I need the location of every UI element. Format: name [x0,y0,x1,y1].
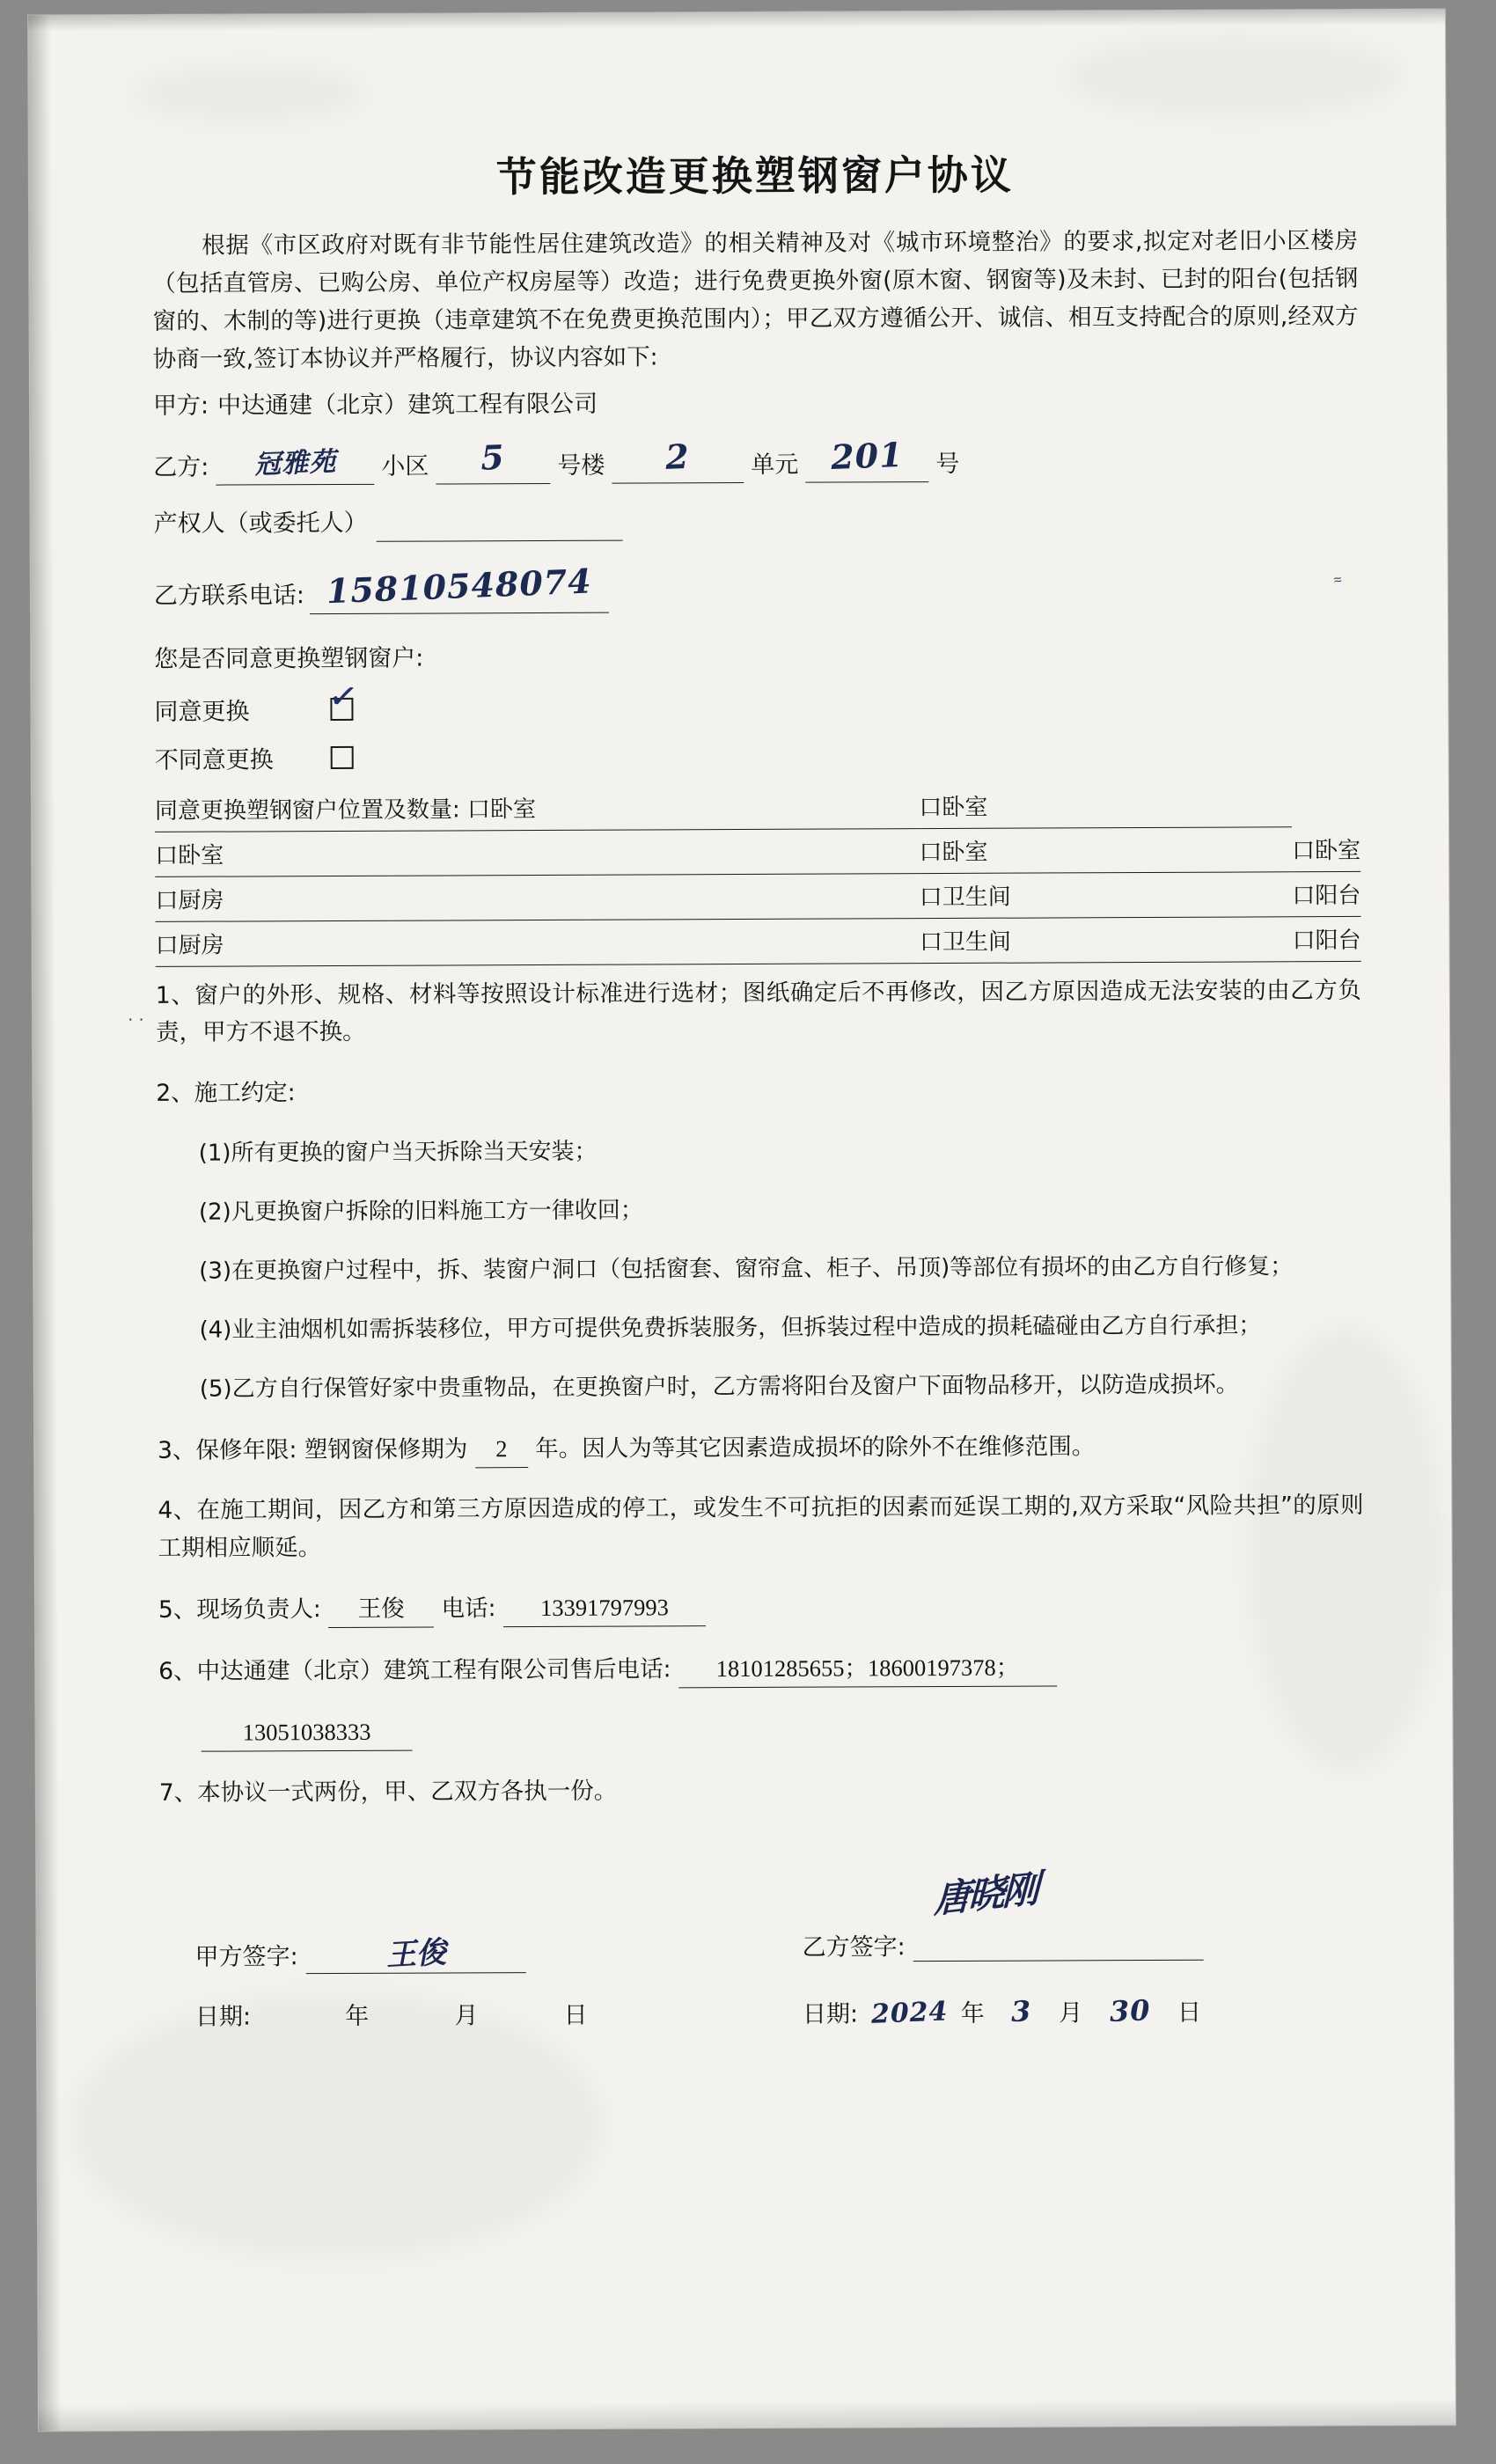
date-right-year: 2024 [869,1996,949,2030]
date-right-month-unit: 月 [1059,1999,1083,2028]
clause-6 [158,1647,1364,1690]
option-disagree-checkbox[interactable] [331,745,354,768]
clause-5-pre: 5、现场负责人: [158,1595,321,1624]
page-title: 节能改造更换塑钢窗户协议 [495,150,1014,202]
checkmark-icon: ✓ [326,674,361,719]
party-b-building-value: 5 [480,436,506,478]
table-row [156,916,1361,966]
positions-r3-c1[interactable]: 口卫生间 [919,928,1012,957]
sub-clause-1: (1)所有更换的窗户当天拆除当天安装； [198,1138,598,1167]
date-right-row [803,1993,1201,2029]
date-right-day-unit: 日 [1177,1998,1201,2027]
phone-label: 乙方联系电话: [153,582,305,611]
party-a-signature-ink: 王俊 [385,1934,447,1974]
document-body [152,142,1366,2042]
clause-3-mid: 塑钢窗保修期为 [304,1434,468,1463]
party-b-community-value: 冠雅苑 [253,446,337,480]
positions-r2-c2-cell [1292,871,1360,916]
party-b-unit-unit: 单元 [751,451,799,479]
owner-label: 产权人（或委托人） [153,510,368,539]
positions-r0-c1[interactable]: 口卧室 [919,794,988,822]
clause-6-phones2: 13051038333 [242,1718,371,1745]
party-b-community-unit: 小区 [381,452,429,480]
option-agree[interactable] [154,674,1360,727]
clause-6-phones: 18101285655；18600197378； [715,1654,1020,1682]
clause-5-mid: 电话: [441,1594,496,1623]
clause-3 [158,1426,1363,1469]
party-a-row [153,383,1359,425]
positions-r2-c0[interactable]: 口厨房 [155,887,224,914]
date-left-row [195,1996,588,2032]
clause-6-line2 [201,1708,1364,1751]
phone-value: 15810548074 [326,561,593,612]
phone-row [154,557,1360,615]
party-b-room-unit: 号 [935,450,960,478]
positions-r3-c2-cell [1292,916,1360,961]
positions-r1-c1-cell [919,827,1292,874]
scan-shadow-left [28,15,62,2431]
consent-question-label: 您是否同意更换塑钢窗户: [154,644,424,674]
party-a-signature-label: 甲方签字: [194,1943,298,1971]
party-b-label: 乙方: [153,453,209,481]
table-row [155,871,1360,921]
clause-4: 4、在施工期间，因乙方和第三方原因造成的停工，或发生不可抗拒的因素而延误工期的,双方采取“风险共担”的原则工期相应顺延。 [158,1492,1364,1562]
option-agree-checkbox[interactable] [326,674,361,720]
paper-sheet [28,10,1456,2431]
stray-dot-mark: · · [127,1008,144,1030]
clause-3-years: 2 [495,1434,508,1462]
clause-5 [158,1586,1364,1629]
positions-header-label: 同意更换塑钢窗户位置及数量: [154,796,460,825]
option-agree-label: 同意更换 [154,698,250,726]
positions-r2-c1[interactable]: 口卫生间 [919,884,1011,912]
positions-r3-c2[interactable]: 口阳台 [1292,927,1361,955]
party-b-row [153,428,1359,486]
positions-r0-c1-cell [919,782,1292,828]
positions-r1-c0[interactable]: 口卧室 [155,842,224,869]
positions-r2-c1-cell [920,872,1293,919]
date-left-year-unit: 年 [345,2002,370,2030]
consent-question [154,636,1360,678]
positions-r0-c0[interactable]: 口卧室 [466,796,537,824]
clause-3-post: 年。因人为等其它因素造成损坏的除外不在维修范围。 [535,1432,1096,1463]
positions-r2-c2[interactable]: 口阳台 [1292,882,1361,910]
date-right-day: 30 [1109,1992,1152,2028]
date-right-year-unit: 年 [960,1999,985,2028]
positions-r1-c2-cell [1292,826,1360,871]
date-left-month-unit: 月 [454,2002,479,2030]
intro-paragraph: 根据《市区政府对既有非节能性居住建筑改造》的相关精神及对《城市环境整治》的要求,拟定对老旧小区楼房（包括直管房、已购公房、单位产权房屋等）改造；进行免费更换外窗(原木窗、钢窗等)及未封、已封的阳台(包括钢窗的、木制的等)进行更换（违章建筑不在免费更换范围内）；甲乙双方遵循公开、诚信、相互支持配合的原则,经双方协商一致,签订本协议并严格履行，协议内容如下: [152,226,1359,373]
sub-clause-4: (4)业主油烟机如需拆装移位，甲方可提供免费拆装服务，但拆装过程中造成的损耗磕碰由乙方自行承担； [199,1312,1262,1345]
party-a-label: 甲方: [152,392,209,420]
party-a-signature-row [195,1929,526,1975]
positions-r2-c0-cell [155,874,920,922]
clause-1: 1、窗户的外形、规格、材料等按照设计标准进行选材；图纸确定后不再修改，因乙方原因造成无法安装的由乙方负责，甲方不退不换。 [155,976,1361,1047]
clause-7: 7、本协议一式两份，甲、乙双方各执一份。 [158,1778,618,1808]
scan-shadow-bottom [39,2398,1456,2431]
positions-r1-c2[interactable]: 口卧室 [1292,837,1361,865]
date-left-day-unit: 日 [563,2001,588,2029]
party-b-unit-value: 2 [664,436,691,477]
scan-shadow-top [28,10,1445,32]
signature-area [159,1866,1366,2042]
positions-r1-c1[interactable]: 口卧室 [919,839,988,867]
date-right-month: 3 [1010,1993,1033,2028]
clause-5-phone: 13391797993 [540,1594,669,1621]
owner-row [153,500,1359,543]
positions-r1-c0-cell [155,829,920,877]
scan-blotch [134,67,363,121]
sub-clause-5: (5)乙方自行保管好家中贵重物品，在更换窗户时，乙方需将阳台及窗户下面物品移开，以防造成损坏。 [199,1372,1239,1404]
table-row [155,826,1360,876]
clause-6-pre: 6、中达通建（北京）建筑工程有限公司售后电话: [158,1654,671,1685]
party-a-value: 中达通建（北京）建筑工程有限公司 [216,390,598,420]
option-disagree-label: 不同意更换 [154,746,274,774]
party-b-room-value: 201 [830,434,905,477]
sub-clause-3: (3)在更换窗户过程中，拆、装窗户洞口（包括窗套、窗帘盒、柜子、吊顶)等部位有损坏的由乙方自行修复； [199,1253,1294,1286]
sub-clause-2: (2)凡更换窗户拆除的旧料施工方一律收回； [198,1197,643,1226]
party-b-building-unit: 号楼 [557,451,605,480]
clause-5-name: 王俊 [357,1595,405,1622]
positions-r3-c0-cell [156,919,920,967]
positions-header-cell [155,784,920,832]
option-disagree[interactable] [155,736,1360,775]
party-b-signature-ink: 唐晓刚 [933,1866,1038,1922]
clause-2: 2、施工约定: [156,1079,296,1108]
party-b-signature-row [803,1926,1204,1962]
party-b-signature-label: 乙方签字: [802,1932,906,1962]
date-right-label: 日期: [802,2000,859,2028]
stray-ink-mark: ≈ [1332,572,1344,589]
scan-blotch [1067,36,1401,117]
date-left-label: 日期: [194,2003,252,2031]
positions-table [155,782,1361,967]
positions-r3-c1-cell [920,917,1293,964]
positions-r3-c0[interactable]: 口厨房 [155,932,224,959]
clause-3-pre: 3、保修年限: [158,1435,297,1464]
table-row [155,782,1360,832]
